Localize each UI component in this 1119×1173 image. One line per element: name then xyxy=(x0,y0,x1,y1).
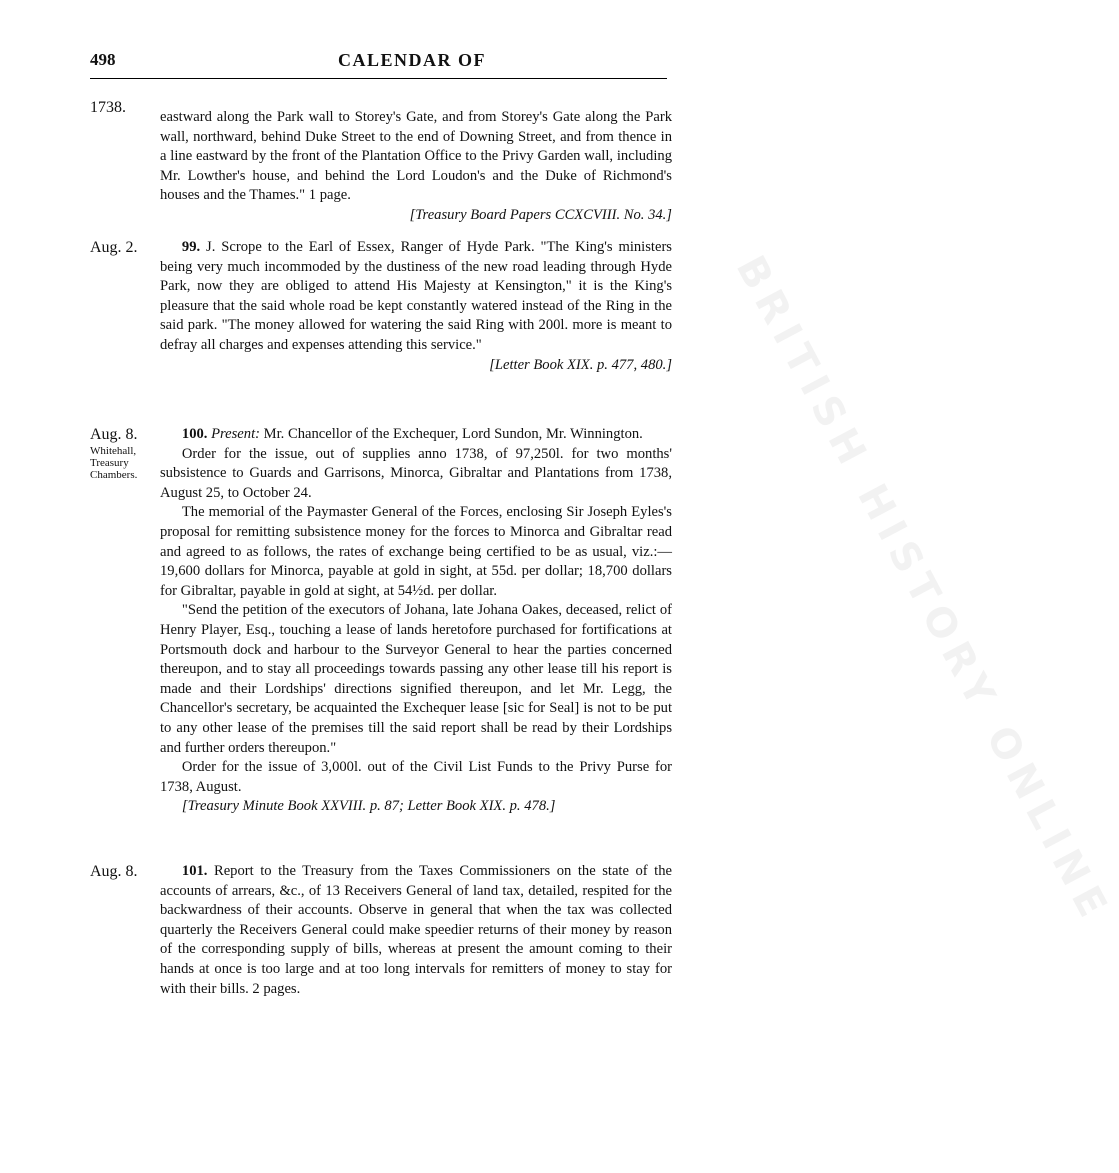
source-citation: [Letter Book XIX. p. 477, 480.] xyxy=(489,356,672,373)
year-label: 1738. xyxy=(90,99,126,116)
entry-source xyxy=(160,356,672,376)
entry-number: 100. xyxy=(181,426,208,442)
entry-margin xyxy=(90,238,158,258)
entry-number: 99. xyxy=(181,239,201,255)
entry-date: Aug. 8. xyxy=(90,426,138,443)
entry-body xyxy=(160,108,672,226)
header-rule xyxy=(90,78,667,79)
entry-paragraph xyxy=(160,425,672,445)
entry-text: Report to the Treasury from the Taxes Commissioners on the state of the accounts of arrears, &c., of 13 Receivers General of land tax, detailed, respited for the backwardness of their accounts. Observe in general that when the tax was collected quarterly the Receivers General could make speedier returns of their money by reason of the corresponding supply of bills, whereas at present the amount coming to their hands at once is too large and at too long intervals for remitters of money to stay for with their bills. 2 pages. xyxy=(160,863,672,997)
source-citation: [Treasury Minute Book XXVIII. p. 87; Letter Book XIX. p. 478.] xyxy=(181,798,556,815)
entry-text: eastward along the Park wall to Storey's Gate, and from Storey's Gate along the Park wall, northward, behind Duke Street to the end of Downing Street, and from thence in a line eastward by the front of the Plantation Office to the Privy Garden wall, including Mr. Lowther's house, and behind the Lord Loudon's and the Duke of Richmond's houses and the Thames." 1 page. xyxy=(160,109,672,204)
margin-year xyxy=(90,98,158,118)
entry-paragraph: The memorial of the Paymaster General of the Forces, enclosing Sir Joseph Eyles's proposal for remitting subsistence money for the forces to Minorca and Gibraltar read and agreed to as follows, the rates of exchange being certified to be as usual, viz.:—19,600 dollars for Minorca, payable at gold in sight, at 55d. per dollar; 18,700 dollars for Gibraltar, payable in gold at sight, at 54½d. per dollar. xyxy=(160,504,672,599)
entry-paragraph: Order for the issue, out of supplies anno 1738, of 97,250l. for two months' subsistence to Guards and Garrisons, Minorca, Gibraltar and Plantations from 1738, August 25, to October 24. xyxy=(160,445,672,501)
entry-margin xyxy=(90,862,158,882)
entry-paragraph xyxy=(160,238,672,356)
entry-margin xyxy=(90,425,158,481)
entry-place: Whitehall, Treasury Chambers. xyxy=(90,445,138,481)
present-label: Present: xyxy=(211,426,260,442)
entry-date: Aug. 8. xyxy=(90,863,138,880)
watermark-text: BRITISH HISTORY ONLINE xyxy=(726,248,1119,932)
page-number: 498 xyxy=(90,50,116,69)
present-text: Mr. Chancellor of the Exchequer, Lord Sundon, Mr. Winnington. xyxy=(263,426,643,442)
entry-body xyxy=(160,425,672,817)
running-title: CALENDAR OF xyxy=(338,50,487,70)
source-citation: [Treasury Board Papers CCXCVIII. No. 34.] xyxy=(409,206,672,223)
entry-paragraph: Order for the issue of 3,000l. out of the Civil List Funds to the Privy Purse for 1738, August. xyxy=(160,759,672,795)
entry-paragraph: "Send the petition of the executors of Johana, late Johana Oakes, deceased, relict of Henry Player, Esq., touching a lease of lands heretofore purchased for fortifications at Portsmouth dock and harbour to the Surveyor General to hear the parties concerned thereupon, and to stay all proceedings towards passing any other lease till his report is made and their Lordships' directions signified thereupon, and let Mr. Legg, the Chancellor's secretary, be acquainted the Exchequer lease [sic for Seal] is not to be put to any other lease of the premises till the said report shall be read by their Lordships and further orders thereupon." xyxy=(160,602,672,756)
entry-body xyxy=(160,862,672,999)
entry-date: Aug. 2. xyxy=(90,239,138,256)
page-header xyxy=(0,50,722,74)
entry-body xyxy=(160,238,672,375)
entry-paragraph xyxy=(160,862,672,999)
entry-source xyxy=(160,797,672,817)
entry-number: 101. xyxy=(181,863,208,879)
entry-text: J. Scrope to the Earl of Essex, Ranger of Hyde Park. "The King's ministers being very much incommoded by the dustiness of the new road leading through Hyde Park, now they are obliged to attend His Majesty at Kensington," it is the King's pleasure that the said whole road be kept constantly watered instead of the Ring in the said park. "The money allowed for watering the said Ring with 200l. more is meant to defray all charges and expenses attending this service." xyxy=(160,239,672,353)
entry-source xyxy=(160,206,672,226)
